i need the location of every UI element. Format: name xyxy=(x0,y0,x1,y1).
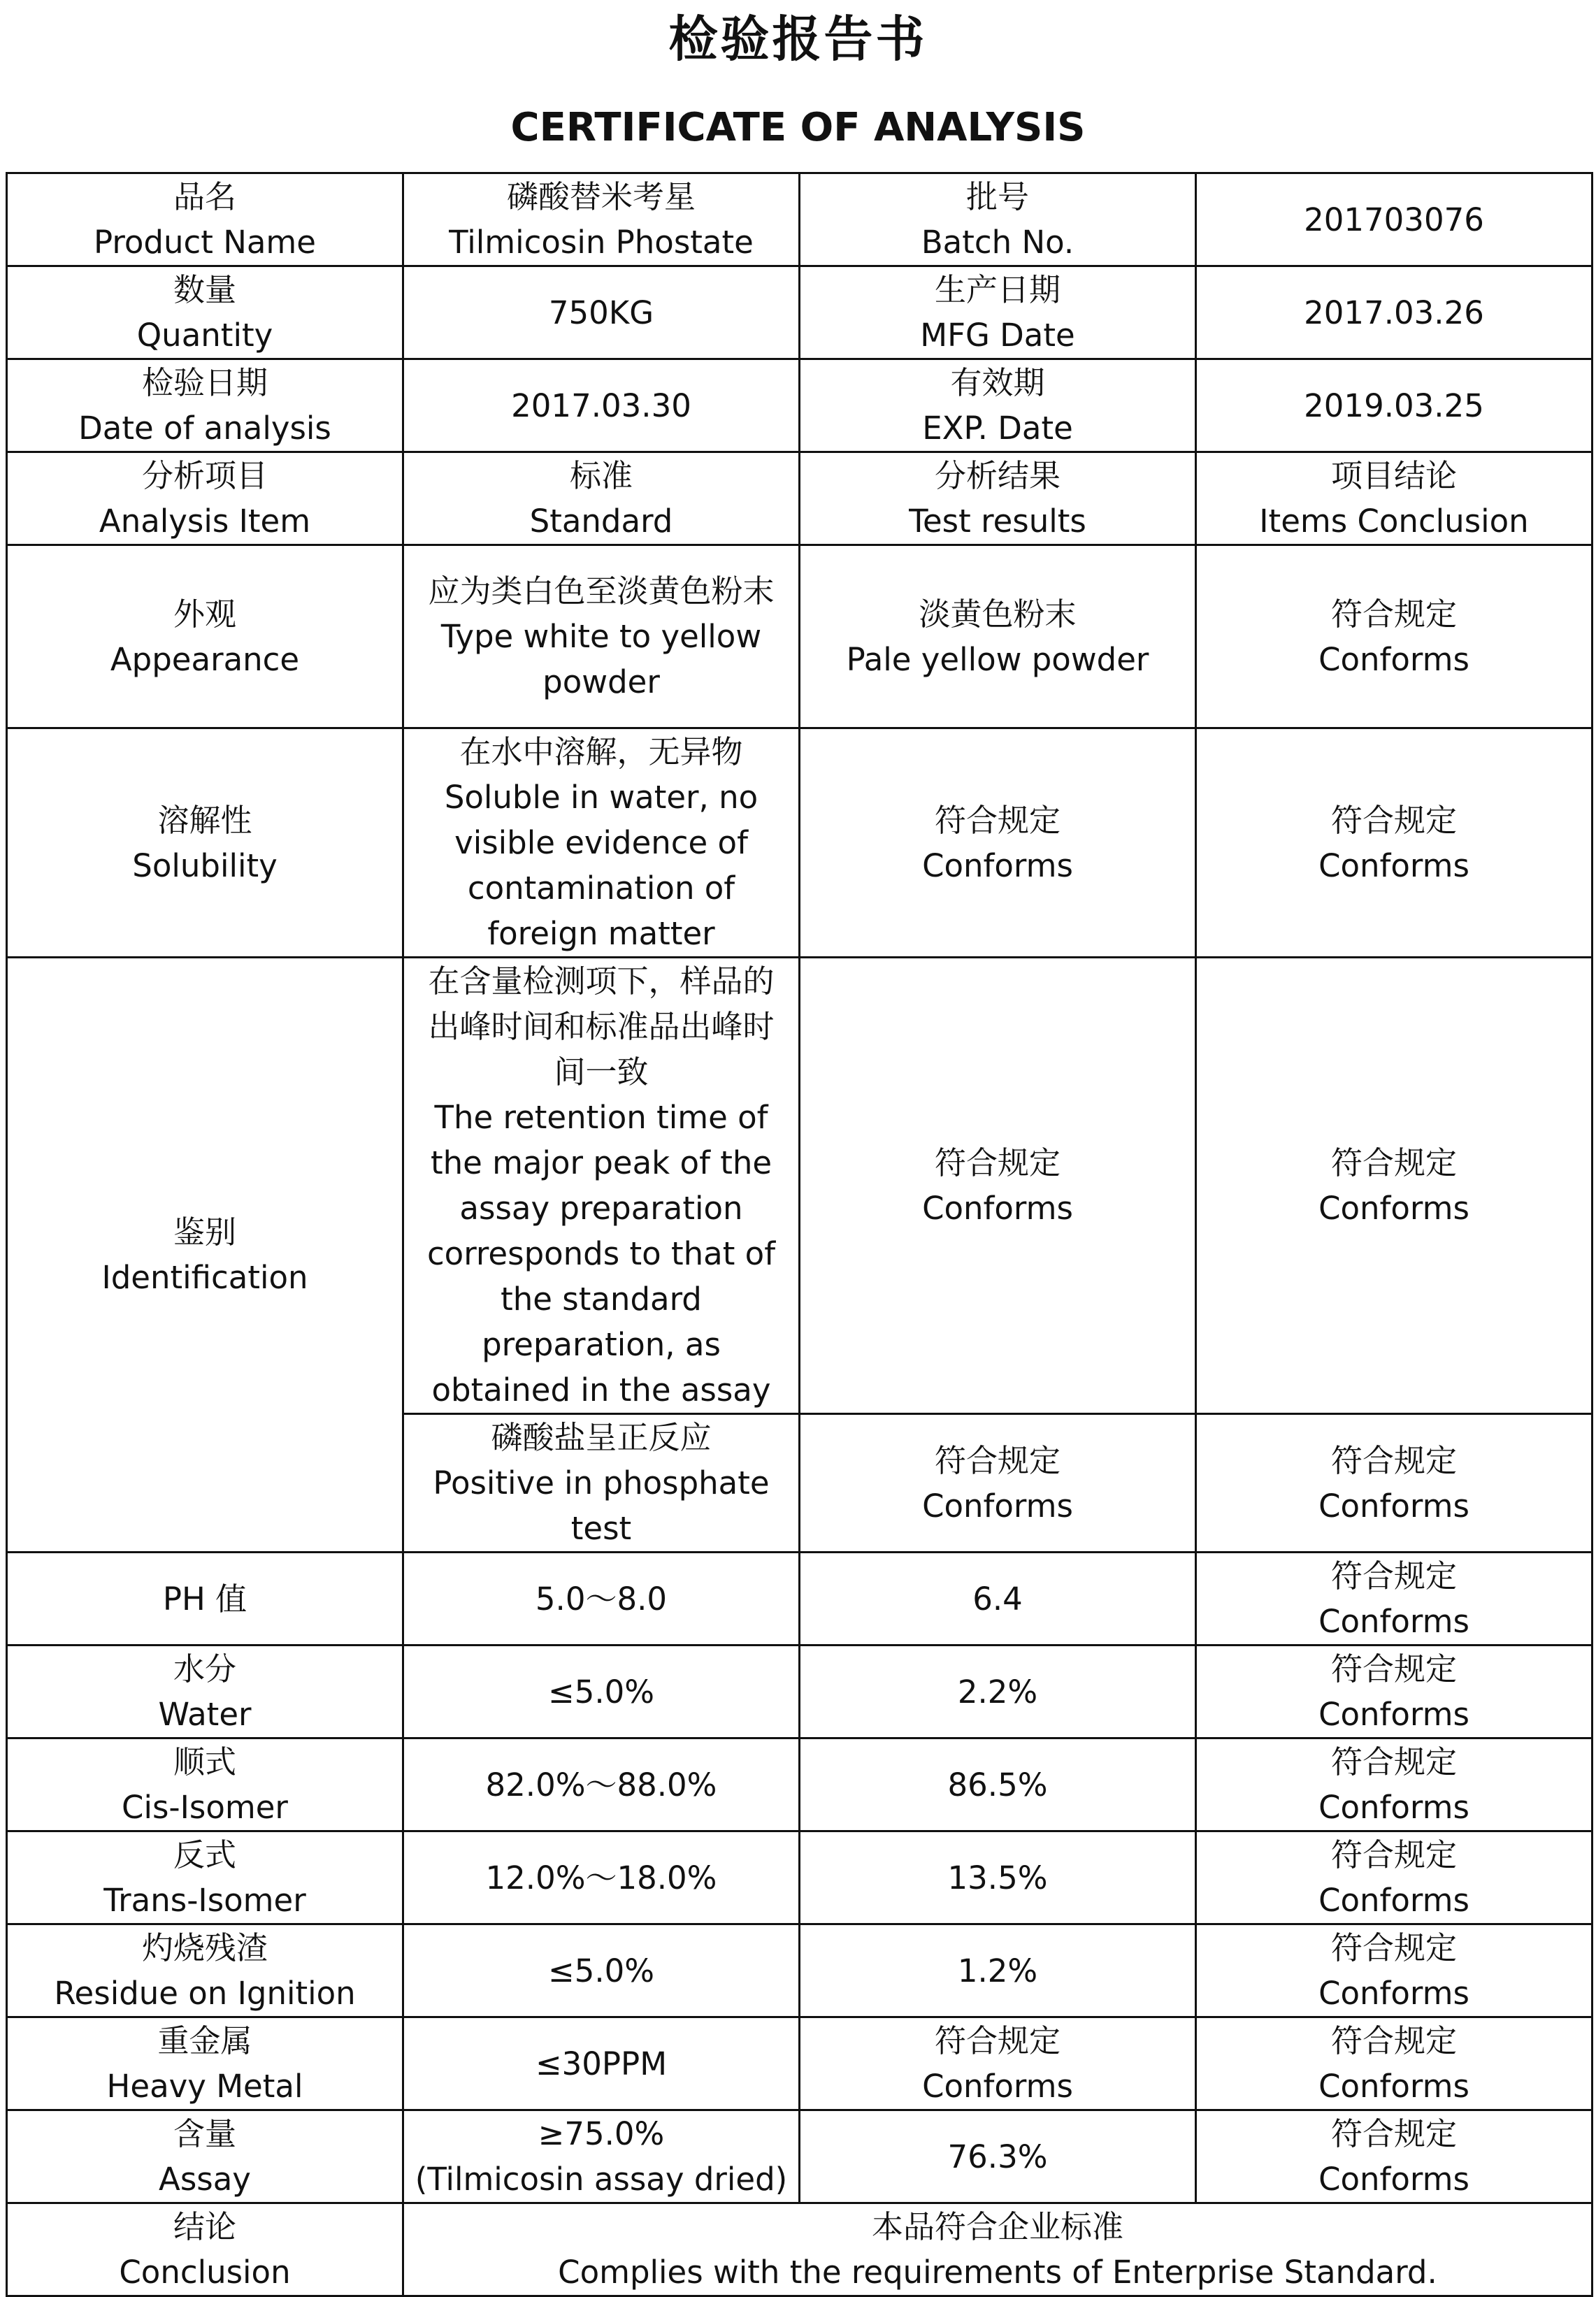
conclusion-en: Conforms xyxy=(1318,1789,1469,1826)
result-value: 13.5% xyxy=(947,1859,1048,1896)
result-value: 2.2% xyxy=(957,1673,1038,1711)
value: 2017.03.26 xyxy=(1304,294,1484,331)
item-en: Water xyxy=(158,1696,252,1733)
result-zh: 符合规定 xyxy=(934,801,1061,839)
standard-ph xyxy=(403,1553,800,1646)
standard-appearance xyxy=(403,545,800,728)
conclusion-appearance xyxy=(1196,545,1593,728)
label-en: Batch No. xyxy=(921,224,1074,261)
result-identification-phosphate xyxy=(800,1414,1196,1553)
result-assay xyxy=(800,2110,1196,2203)
label-en: Product Name xyxy=(94,224,316,261)
conclusion-identification-phosphate xyxy=(1196,1414,1593,1553)
standard-identification-retention xyxy=(403,958,800,1414)
standard-zh: 在含量检测项下，样品的出峰时间和标准品出峰时间一致 xyxy=(428,963,775,1090)
standard-value: 5.0～8.0 xyxy=(535,1580,668,1618)
conclusion-zh: 符合规定 xyxy=(1330,2022,1457,2059)
standard-en: Type white to yellow powder xyxy=(440,618,762,700)
conclusion-en: Conforms xyxy=(1318,1603,1469,1640)
item-en: Solubility xyxy=(132,847,278,884)
label-en: Quantity xyxy=(136,317,273,354)
item-zh: 溶解性 xyxy=(157,801,252,839)
conclusion-en: Conforms xyxy=(1318,1975,1469,2012)
exp-date-value xyxy=(1196,359,1593,452)
column-header-result xyxy=(800,452,1196,545)
document-title-zh: 检验报告书 xyxy=(668,10,928,68)
conclusion-zh: 符合规定 xyxy=(1330,1144,1457,1181)
header-en: Standard xyxy=(529,503,673,540)
label-zh: 有效期 xyxy=(950,364,1045,401)
conclusion-trans-isomer xyxy=(1196,1831,1593,1924)
label-en: EXP. Date xyxy=(922,410,1073,447)
table-row xyxy=(7,2110,1593,2203)
standard-trans-isomer xyxy=(403,1831,800,1924)
mfg-date-value xyxy=(1196,266,1593,359)
value-en: Tilmicosin Phostate xyxy=(449,224,754,261)
item-zh: 鉴别 xyxy=(173,1214,236,1251)
conclusion-en: Conforms xyxy=(1318,1696,1469,1733)
conclusion-en: Conforms xyxy=(1318,640,1469,678)
column-header-standard xyxy=(403,452,800,545)
analysis-date-label xyxy=(7,359,403,452)
item-zh: 外观 xyxy=(173,595,236,633)
conclusion-ph xyxy=(1196,1553,1593,1646)
label-zh: 检验日期 xyxy=(141,364,268,401)
value: 2019.03.25 xyxy=(1304,387,1484,424)
standard-zh: 应为类白色至淡黄色粉末 xyxy=(428,573,775,610)
item-zh: 水分 xyxy=(173,1650,236,1687)
quantity-value xyxy=(403,266,800,359)
conclusion-zh: 符合规定 xyxy=(1330,595,1457,633)
conclusion-residue-on-ignition xyxy=(1196,1924,1593,2017)
item-assay xyxy=(7,2110,403,2203)
item-en: Appearance xyxy=(110,640,300,678)
conclusion-en: Conforms xyxy=(1318,1882,1469,1919)
label-en: Date of analysis xyxy=(78,410,331,447)
result-zh: 符合规定 xyxy=(934,1144,1061,1181)
result-zh: 符合规定 xyxy=(934,2022,1061,2059)
value-zh: 磷酸替米考星 xyxy=(506,178,696,215)
result-en: Pale yellow powder xyxy=(846,640,1149,678)
conclusion-text-zh: 本品符合企业标准 xyxy=(871,2208,1123,2245)
standard-en: The retention time of the major peak of the assay preparation corresponds to that of the standard preparation, as obtained in the assay xyxy=(426,1099,776,1409)
item-en: Residue on Ignition xyxy=(54,1975,356,2012)
item-residue-on-ignition xyxy=(7,1924,403,2017)
product-name-label xyxy=(7,173,403,266)
table-row xyxy=(7,266,1593,359)
header-en: Items Conclusion xyxy=(1259,503,1529,540)
item-cis-isomer xyxy=(7,1738,403,1831)
conclusion-solubility xyxy=(1196,728,1593,958)
result-value: 86.5% xyxy=(947,1766,1048,1803)
table-row xyxy=(7,728,1593,958)
item-solubility xyxy=(7,728,403,958)
header-en: Test results xyxy=(909,503,1086,540)
standard-en: Positive in phosphate test xyxy=(433,1464,770,1547)
item-en: Cis-Isomer xyxy=(122,1789,288,1826)
value: 2017.03.30 xyxy=(511,387,691,424)
item-en: Assay xyxy=(159,2161,251,2198)
conclusion-zh: 符合规定 xyxy=(1330,1929,1457,1966)
conclusion-water xyxy=(1196,1646,1593,1738)
table-row xyxy=(7,1924,1593,2017)
item-identification xyxy=(7,958,403,1553)
standard-value: 82.0%～88.0% xyxy=(485,1766,717,1803)
column-header-conclusion xyxy=(1196,452,1593,545)
header-zh: 分析项目 xyxy=(141,457,268,494)
table-row xyxy=(7,958,1593,1414)
standard-residue-on-ignition xyxy=(403,1924,800,2017)
header-zh: 标准 xyxy=(569,457,633,494)
conclusion-identification-retention xyxy=(1196,958,1593,1414)
conclusion-en: Conforms xyxy=(1318,2068,1469,2105)
conclusion-zh: 符合规定 xyxy=(1330,1836,1457,1873)
item-ph xyxy=(7,1553,403,1646)
conclusion-en: Conforms xyxy=(1318,2161,1469,2198)
label-zh: 生产日期 xyxy=(934,271,1061,308)
table-row xyxy=(7,173,1593,266)
label-zh: 品名 xyxy=(173,178,236,215)
conclusion-cis-isomer xyxy=(1196,1738,1593,1831)
result-en: Conforms xyxy=(922,1487,1073,1525)
item-heavy-metal xyxy=(7,2017,403,2110)
label-zh: 数量 xyxy=(173,271,236,308)
item-zh: 含量 xyxy=(173,2115,236,2152)
document-title-en: CERTIFICATE OF ANALYSIS xyxy=(510,105,1086,150)
conclusion-zh: 符合规定 xyxy=(1330,801,1457,839)
header-zh: 分析结果 xyxy=(934,457,1061,494)
standard-assay xyxy=(403,2110,800,2203)
standard-value: ≤5.0% xyxy=(547,1673,655,1711)
item-en: Identification xyxy=(101,1259,308,1296)
label-en: Conclusion xyxy=(119,2254,291,2291)
quantity-label xyxy=(7,266,403,359)
standard-zh: 磷酸盐呈正反应 xyxy=(491,1419,712,1456)
standard-identification-phosphate xyxy=(403,1414,800,1553)
column-header-row xyxy=(7,452,1593,545)
standard-value: 12.0%～18.0% xyxy=(485,1859,717,1896)
conclusion-zh: 符合规定 xyxy=(1330,1743,1457,1780)
standard-note: (Tilmicosin assay dried) xyxy=(415,2161,788,2198)
analysis-date-value xyxy=(403,359,800,452)
result-ph xyxy=(800,1553,1196,1646)
conclusion-en: Conforms xyxy=(1318,847,1469,884)
item-water xyxy=(7,1646,403,1738)
table-row xyxy=(7,2017,1593,2110)
conclusion-label xyxy=(7,2203,403,2296)
standard-en: Soluble in water, no visible evidence of contamination of foreign matter xyxy=(444,779,759,952)
standard-value: ≤5.0% xyxy=(547,1952,655,1989)
header-zh: 项目结论 xyxy=(1330,457,1457,494)
table-row xyxy=(7,1553,1593,1646)
result-zh: 符合规定 xyxy=(934,1441,1061,1479)
label-zh: 结论 xyxy=(173,2208,236,2245)
value: 750KG xyxy=(548,294,654,331)
column-header-item xyxy=(7,452,403,545)
result-residue-on-ignition xyxy=(800,1924,1196,2017)
label-zh: 批号 xyxy=(965,178,1029,215)
item-zh: 灼烧残渣 xyxy=(141,1929,268,1966)
table-row xyxy=(7,545,1593,728)
conclusion-assay xyxy=(1196,2110,1593,2203)
item-label: PH 值 xyxy=(162,1580,247,1618)
conclusion-text-en: Complies with the requirements of Enterprise Standard. xyxy=(558,2254,1437,2291)
conclusion-text xyxy=(403,2203,1593,2296)
result-appearance xyxy=(800,545,1196,728)
conclusion-en: Conforms xyxy=(1318,1190,1469,1227)
label-en: MFG Date xyxy=(920,317,1075,354)
conclusion-zh: 符合规定 xyxy=(1330,1441,1457,1479)
header-en: Analysis Item xyxy=(99,503,311,540)
table-row xyxy=(7,359,1593,452)
table-row xyxy=(7,1831,1593,1924)
batch-no-label xyxy=(800,173,1196,266)
result-trans-isomer xyxy=(800,1831,1196,1924)
standard-zh: 在水中溶解，无异物 xyxy=(459,733,743,770)
conclusion-row xyxy=(7,2203,1593,2296)
conclusion-en: Conforms xyxy=(1318,1487,1469,1525)
conclusion-zh: 符合规定 xyxy=(1330,1650,1457,1687)
result-value: 76.3% xyxy=(947,2138,1048,2175)
result-water xyxy=(800,1646,1196,1738)
result-heavy-metal xyxy=(800,2017,1196,2110)
standard-solubility xyxy=(403,728,800,958)
result-en: Conforms xyxy=(922,2068,1073,2105)
result-en: Conforms xyxy=(922,1190,1073,1227)
batch-no-value xyxy=(1196,173,1593,266)
item-en: Trans-Isomer xyxy=(103,1882,306,1919)
certificate-table xyxy=(6,172,1593,2297)
standard-heavy-metal xyxy=(403,2017,800,2110)
standard-value: ≥75.0% xyxy=(538,2115,665,2152)
value: 201703076 xyxy=(1304,201,1484,238)
exp-date-label xyxy=(800,359,1196,452)
result-zh: 淡黄色粉末 xyxy=(919,595,1077,633)
item-zh: 重金属 xyxy=(157,2022,252,2059)
conclusion-zh: 符合规定 xyxy=(1330,1557,1457,1594)
product-name-value xyxy=(403,173,800,266)
standard-value: ≤30PPM xyxy=(535,2045,668,2082)
result-value: 1.2% xyxy=(957,1952,1038,1989)
result-identification-retention xyxy=(800,958,1196,1414)
result-value: 6.4 xyxy=(972,1580,1023,1618)
item-en: Heavy Metal xyxy=(106,2068,303,2105)
standard-cis-isomer xyxy=(403,1738,800,1831)
result-en: Conforms xyxy=(922,847,1073,884)
result-cis-isomer xyxy=(800,1738,1196,1831)
standard-water xyxy=(403,1646,800,1738)
conclusion-heavy-metal xyxy=(1196,2017,1593,2110)
item-zh: 反式 xyxy=(173,1836,236,1873)
table-row xyxy=(7,1738,1593,1831)
mfg-date-label xyxy=(800,266,1196,359)
item-appearance xyxy=(7,545,403,728)
conclusion-zh: 符合规定 xyxy=(1330,2115,1457,2152)
item-zh: 顺式 xyxy=(173,1743,236,1780)
table-row xyxy=(7,1646,1593,1738)
item-trans-isomer xyxy=(7,1831,403,1924)
result-solubility xyxy=(800,728,1196,958)
